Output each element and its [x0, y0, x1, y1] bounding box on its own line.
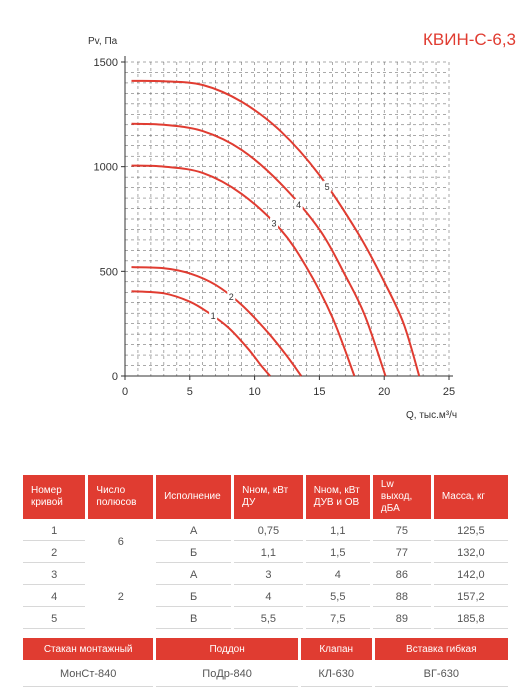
header-mass: Масса, кг — [434, 475, 508, 519]
curve-4 — [131, 124, 385, 376]
cell-power-duv: 7,5 — [306, 609, 370, 629]
curve-label-3: 3 — [271, 218, 277, 229]
cell-curve: 3 — [23, 565, 85, 585]
chart-grid — [125, 62, 449, 376]
cell-lw: 89 — [373, 609, 431, 629]
cell-power-du: 5,5 — [234, 609, 303, 629]
y-tick-label: 1000 — [93, 161, 118, 174]
cell-curve: 5 — [23, 609, 85, 629]
x-tick-label: 20 — [378, 386, 391, 398]
curve-3 — [131, 166, 354, 376]
cell-variant: А — [156, 565, 231, 585]
curve-label-4: 4 — [296, 199, 302, 210]
cell-variant: А — [156, 521, 231, 541]
cell-power-duv: 1,5 — [306, 543, 370, 563]
spec-table-header — [23, 475, 508, 519]
cell-mass: 185,8 — [434, 609, 508, 629]
x-tick-label: 0 — [121, 386, 129, 398]
accessories-table — [20, 636, 511, 689]
cell-power-duv: 1,1 — [306, 521, 370, 541]
header-mounting-cup: Стакан монтажный — [23, 638, 153, 660]
cell-variant: Б — [156, 587, 231, 607]
cell-poles: 6 — [117, 536, 124, 548]
header-power-duv: Nном, кВт ДУВ и ОВ — [306, 475, 370, 519]
cell-mass: 125,5 — [434, 521, 508, 541]
cell-lw: 86 — [373, 565, 431, 585]
cell-mass: 132,0 — [434, 543, 508, 563]
accessories-row — [23, 662, 508, 687]
cell-curve: 4 — [23, 587, 85, 607]
y-tick-label: 500 — [99, 266, 118, 279]
header-flex-insert: Вставка гибкая — [375, 638, 508, 660]
y-tick-label: 1500 — [93, 57, 118, 69]
cell-lw: 88 — [373, 587, 431, 607]
header-curve: Номер кривой — [23, 475, 85, 519]
cell-power-duv: 5,5 — [306, 587, 370, 607]
table-row — [23, 521, 508, 541]
cell-variant: В — [156, 609, 231, 629]
x-axis-label: Q, тыс.м³/ч — [406, 410, 458, 421]
value-mounting-cup: МонСт-840 — [23, 662, 153, 687]
x-tick-label: 25 — [442, 386, 456, 398]
curve-2 — [131, 267, 301, 376]
cell-curve: 2 — [23, 543, 85, 563]
value-valve: КЛ-630 — [301, 662, 372, 687]
curve-1 — [131, 291, 270, 376]
spec-table — [20, 473, 511, 631]
value-flex-insert: ВГ-630 — [375, 662, 508, 687]
cell-power-du: 0,75 — [234, 521, 303, 541]
x-tick-label: 15 — [313, 386, 326, 398]
cell-power-du: 1,1 — [234, 543, 303, 563]
x-tick-label: 10 — [248, 386, 261, 398]
value-tray: ПоДр-840 — [156, 662, 297, 687]
header-tray: Поддон — [156, 638, 297, 660]
y-axis-label: Pv, Па — [88, 36, 118, 47]
cell-mass: 142,0 — [434, 565, 508, 585]
cell-lw: 77 — [373, 543, 431, 563]
chart-series — [131, 81, 419, 376]
cell-variant: Б — [156, 543, 231, 563]
header-variant: Исполнение — [156, 475, 231, 519]
curve-label-2: 2 — [228, 291, 234, 302]
x-tick-label: 5 — [186, 386, 193, 398]
y-tick-label: 0 — [111, 371, 118, 383]
header-valve: Клапан — [301, 638, 372, 660]
chart-title: КВИН-С-6,3 — [423, 30, 516, 49]
cell-mass: 157,2 — [434, 587, 508, 607]
cell-power-du: 4 — [234, 587, 303, 607]
curve-label-5: 5 — [324, 181, 330, 192]
header-lw: Lw выход, дБА — [373, 475, 431, 519]
header-poles: Число полюсов — [88, 475, 153, 519]
accessories-header — [23, 638, 508, 660]
table-row — [23, 565, 508, 585]
cell-lw: 75 — [373, 521, 431, 541]
curve-label-1: 1 — [210, 311, 216, 322]
cell-power-duv: 4 — [306, 565, 370, 585]
cell-power-du: 3 — [234, 565, 303, 585]
cell-curve: 1 — [23, 521, 85, 541]
header-power-du: Nном, кВт ДУ — [234, 475, 303, 519]
cell-poles: 2 — [117, 591, 124, 603]
